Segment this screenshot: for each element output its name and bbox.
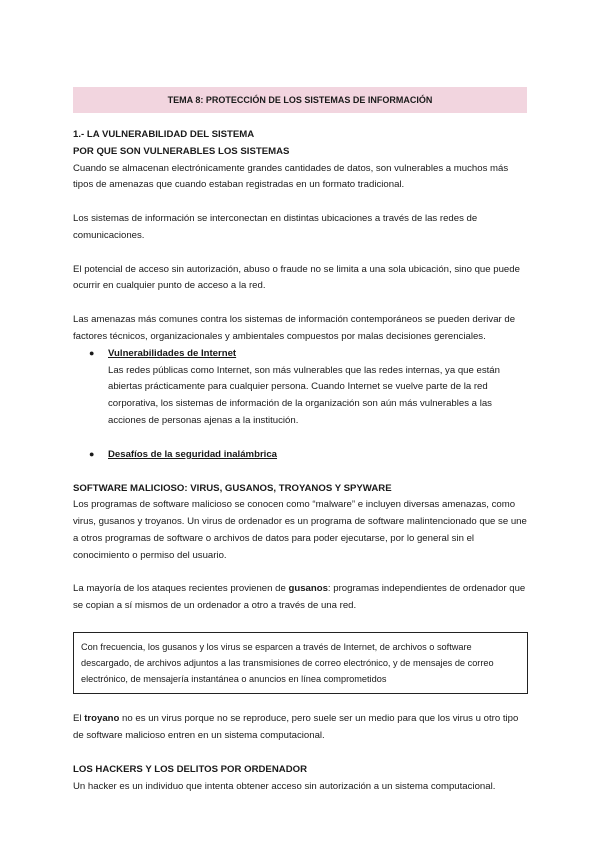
paragraph [73,581,528,615]
section-heading-vulnerabilidad: 1.- LA VULNERABILIDAD DEL SISTEMA [73,129,255,140]
section-heading-hackers: LOS HACKERS Y LOS DELITOS POR ORDENADOR [73,763,308,775]
list-item [73,447,528,464]
bold-term-troyano: troyano [84,713,120,725]
text-run: El [73,713,85,725]
text-run: : programas independientes de ordenador que se copian a sí mismos de un ordenador a otro a través de una red. [73,583,526,612]
bullet-title-inalambrica: Desafíos de la seguridad inalámbrica [108,448,278,460]
paragraph: Los programas de software malicioso se conocen como “malware” e incluyen diversas amenazas, como virus, gusanos y troyanos. Un virus de ordenador es un programa de software malintencionado que se une a otros programas de software o archivos de datos para poder ejecutarse, por lo general sin el conocimiento o permiso del usuario. [73,499,527,561]
subheading-por-que: POR QUE SON VULNERABLES LOS SISTEMAS [73,145,290,157]
paragraph [73,711,528,745]
section-heading-software-malicioso: SOFTWARE MALICIOSO: VIRUS, GUSANOS, TROYANOS Y SPYWARE [73,482,392,494]
bullet-text: Las redes públicas como Internet, son más vulnerables que las redes internas, ya que están abiertas prácticamente para cualquier persona. Cuando Internet se vuelve parte de la red corporativa, los sistemas de información de la organización son aún más vulnerables a las acciones de personas ajenas a la institución. [108,364,500,426]
bullet-icon: ● [89,347,95,358]
bold-term-gusanos: gusanos [288,583,328,595]
text-run: no es un virus porque no se reproduce, pero suele ser un medio para que los virus u otro tipo de software malicioso entren en un sistema computacional. [73,713,519,742]
paragraph: Los sistemas de información se interconectan en distintas ubicaciones a través de las redes de comunicaciones. [73,213,478,241]
bullet-icon: ● [89,448,95,459]
page-title: TEMA 8: PROTECCIÓN DE LOS SISTEMAS DE INFORMACIÓN [73,87,527,113]
list-item [73,346,528,430]
paragraph: El potencial de acceso sin autorización, abuso o fraude no se limita a una sola ubicación, sino que puede ocurrir en cualquier punto de acceso a la red. [73,263,520,292]
paragraph: Las amenazas más comunes contra los sistemas de información contemporáneos se pueden derivar de factores técnicos, organizacionales y ambientales compuestos por malas decisiones gerenciales. [73,314,516,343]
bullet-title-internet: Vulnerabilidades de Internet [108,347,237,359]
callout-box [73,632,528,694]
callout-text: Con frecuencia, los gusanos y los virus se esparcen a través de Internet, de archivos o software descargado, de archivos adjuntos a las transmisiones de correo electrónico, y de mensajes de correo electrónico, de mensajería instantánea o anuncios en línea comprometidos [81,641,494,685]
paragraph: Un hacker es un individuo que intenta obtener acceso sin autorización a un sistema computacional. [73,780,496,792]
document-body [73,127,528,795]
paragraph: Cuando se almacenan electrónicamente grandes cantidades de datos, son vulnerables a muchos más tipos de amenazas que cuando estaban registradas en un formato tradicional. [73,162,509,191]
bullet-list [73,346,528,464]
text-run: La mayoría de los ataques recientes provienen de [73,583,289,595]
